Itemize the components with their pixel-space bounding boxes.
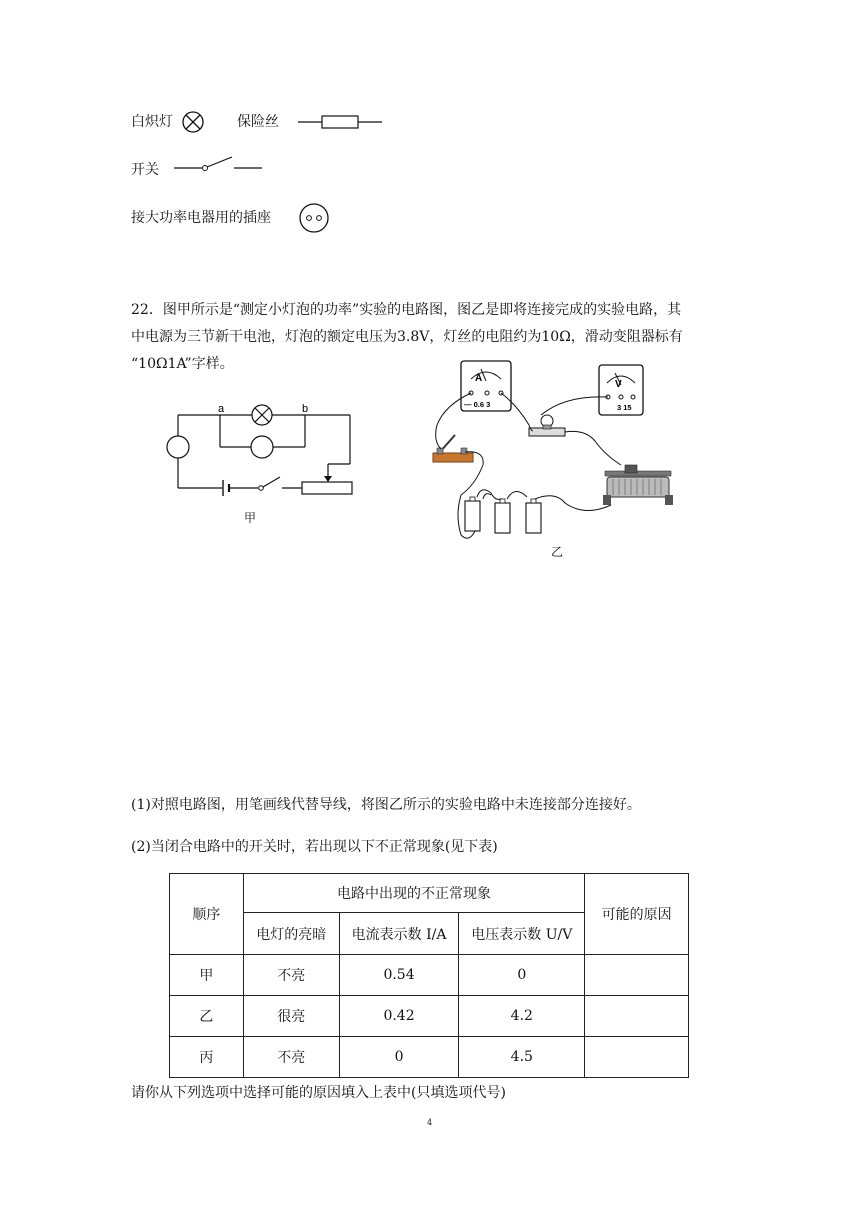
subheader-current: 电流表示数 I/A bbox=[339, 913, 459, 955]
switch-symbol-icon bbox=[172, 154, 264, 176]
row-current: 0.54 bbox=[339, 955, 459, 996]
question-line-2: 中电源为三节新干电池，灯泡的额定电压为3.8V，灯丝的电阻约为10Ω，滑动变阻器标有 bbox=[131, 329, 683, 345]
socket-label: 接大功率电器用的插座 bbox=[131, 210, 271, 226]
circuit-diagram-a bbox=[160, 400, 370, 530]
row-brightness: 不亮 bbox=[243, 1037, 339, 1078]
rheostat-device-icon bbox=[603, 465, 673, 505]
row-order: 乙 bbox=[170, 996, 244, 1037]
row-order: 甲 bbox=[170, 955, 244, 996]
row-cause-cell[interactable] bbox=[585, 1037, 689, 1078]
phenomena-table bbox=[169, 873, 689, 1078]
voltmeter-terminals: 3 15 bbox=[617, 403, 632, 412]
subheader-voltage: 电压表示数 U/V bbox=[459, 913, 585, 955]
row-voltage: 4.2 bbox=[459, 996, 585, 1037]
row-current: 0 bbox=[339, 1037, 459, 1078]
ammeter-device-icon bbox=[461, 361, 511, 411]
row-order: 丙 bbox=[170, 1037, 244, 1078]
voltmeter-icon bbox=[251, 436, 273, 458]
ammeter-icon bbox=[167, 436, 189, 458]
header-phenomena-group: 电路中出现的不正常现象 bbox=[243, 874, 584, 913]
ammeter-symbol: A bbox=[475, 373, 483, 384]
question-line-1: 22．图甲所示是“测定小灯泡的功率”实验的电路图，图乙是即将连接完成的实验电路，其 bbox=[131, 302, 682, 318]
table-row bbox=[170, 955, 689, 996]
rheostat-icon bbox=[302, 482, 352, 494]
header-order: 顺序 bbox=[170, 874, 244, 955]
row-brightness: 很亮 bbox=[243, 996, 339, 1037]
ammeter-terminals: — 0.6 3 bbox=[464, 400, 491, 409]
row-current: 0.42 bbox=[339, 996, 459, 1037]
knife-switch-device-icon bbox=[433, 435, 473, 462]
circuit-apparatus-b bbox=[425, 355, 705, 550]
figure-b-caption: 乙 bbox=[551, 545, 564, 559]
bulb-device-icon bbox=[529, 415, 565, 436]
node-b-label: b bbox=[302, 403, 309, 415]
table-row bbox=[170, 1037, 689, 1078]
instruction-text: 请你从下列选项中选择可能的原因填入上表中(只填选项代号) bbox=[131, 1085, 506, 1101]
lamp-symbol-icon bbox=[180, 109, 206, 135]
voltmeter-symbol: V bbox=[615, 379, 622, 390]
node-a-label: a bbox=[218, 403, 225, 415]
page-number: 4 bbox=[427, 1118, 433, 1127]
subheader-brightness: 电灯的亮暗 bbox=[243, 913, 339, 955]
socket-symbol-icon bbox=[297, 201, 331, 235]
battery-cells-icon bbox=[465, 497, 541, 533]
row-cause-cell[interactable] bbox=[585, 955, 689, 996]
row-voltage: 4.5 bbox=[459, 1037, 585, 1078]
figure-a-caption: 甲 bbox=[244, 511, 257, 525]
row-voltage: 0 bbox=[459, 955, 585, 996]
table-row bbox=[170, 996, 689, 1037]
part-2-text: (2)当闭合电路中的开关时，若出现以下不正常现象(见下表) bbox=[131, 839, 498, 855]
fuse-label: 保险丝 bbox=[237, 114, 279, 130]
header-cause: 可能的原因 bbox=[585, 874, 689, 955]
switch-label: 开关 bbox=[131, 162, 159, 178]
switch-icon bbox=[259, 486, 264, 491]
part-1-text: (1)对照电路图，用笔画线代替导线，将图乙所示的实验电路中未连接部分连接好。 bbox=[131, 797, 641, 813]
fuse-symbol-icon bbox=[296, 113, 384, 131]
row-cause-cell[interactable] bbox=[585, 996, 689, 1037]
question-line-3: “10Ω1A”字样。 bbox=[131, 356, 234, 372]
voltmeter-device-icon bbox=[599, 365, 643, 415]
row-brightness: 不亮 bbox=[243, 955, 339, 996]
lamp-label: 白炽灯 bbox=[131, 114, 173, 130]
